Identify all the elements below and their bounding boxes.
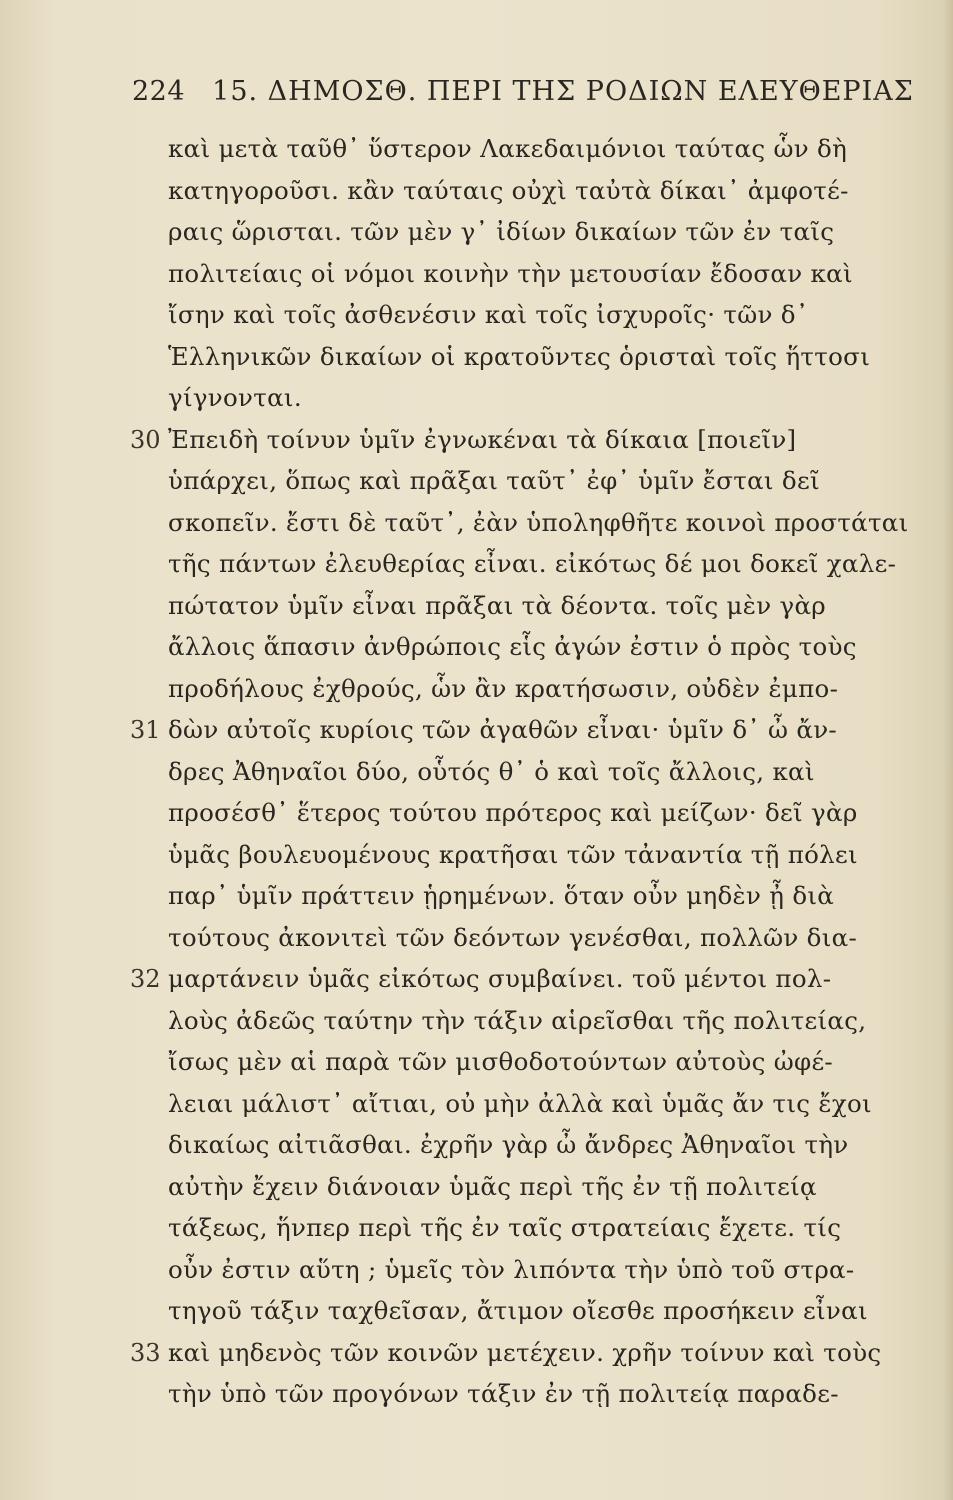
text-line [0,917,953,959]
text-line [0,709,953,751]
text-line [0,958,953,1000]
line-text: ὑπάρχει, ὅπως καὶ πρᾶξαι ταῦτ᾽ ἐφ᾽ ὑμῖν ἔσται δεῖ [168,466,820,495]
line-text: αὐτὴν ἔχειν διάνοιαν ὑμᾶς περὶ τῆς ἐν τῇ πολιτείᾳ [168,1171,817,1201]
text-line [0,170,953,212]
line-text: δικαίως αἰτιᾶσθαι. ἐχρῆν γὰρ ὦ ἄνδρες Ἀθηναῖοι τὴν [168,1130,849,1159]
line-text: ραις ὥρισται. τῶν μὲν γ᾽ ἰδίων δικαίων τῶν ἐν ταῖς [168,217,835,246]
text-line [0,1124,953,1166]
text-line [0,1166,953,1208]
line-text: Ἐπειδὴ τοίνυν ὑμῖν ἐγνωκέναι τὰ δίκαια [ποιεῖν] [168,424,797,454]
line-text: ἄλλοις ἅπασιν ἀνθρώποις εἷς ἀγών ἐστιν ὁ πρὸς τοὺς [168,632,857,661]
line-text: τηγοῦ τάξιν ταχθεῖσαν, ἄτιμον οἴεσθε προσήκειν εἶναι [168,1296,868,1325]
text-line [0,834,953,876]
line-text: μαρτάνειν ὑμᾶς εἰκότως συμβαίνει. τοῦ μέντοι πολ- [168,964,832,993]
text-line [0,336,953,378]
line-text: πολιτείαις οἱ νόμοι κοινὴν τὴν μετουσίαν ἔδοσαν καὶ [168,258,853,288]
text-line [0,585,953,627]
line-text: δρες Ἀθηναῖοι δύο, οὗτός θ᾽ ὁ καὶ τοῖς ἄλλοις, καὶ [168,756,815,786]
text-line [0,211,953,253]
line-text: οὖν ἐστιν αὕτη ; ὑμεῖς τὸν λιπόντα τὴν ὑπὸ τοῦ στρα- [168,1254,855,1284]
line-text: καὶ μετὰ ταῦθ᾽ ὕστερον Λακεδαιμόνιοι ταύτας ὧν δὴ [168,134,848,163]
line-text: λειαι μάλιστ᾽ αἴτιαι, οὐ μὴν ἀλλὰ καὶ ὑμᾶς ἄν τις ἔχοι [168,1088,872,1118]
line-text: τὴν ὑπὸ τῶν προγόνων τάξιν ἐν τῇ πολιτείᾳ παραδε- [168,1379,839,1408]
line-text: δὼν αὐτοῖς κυρίοις τῶν ἀγαθῶν εἶναι· ὑμῖν δ᾽ ὦ ἄν- [168,715,837,744]
line-text: σκοπεῖν. ἔστι δὲ ταῦτ᾽, ἐὰν ὑποληφθῆτε κοινοὶ προστάται [168,507,909,537]
text-line [0,502,953,544]
text-line [0,792,953,834]
line-text: κατηγοροῦσι. κἂν ταύταις οὐχὶ ταὐτὰ δίκαι᾽ ἀμφοτέ- [168,175,849,205]
section-number: 31 [130,716,161,744]
text-line [0,1041,953,1083]
text-line [0,253,953,295]
line-text: τάξεως, ἥνπερ περὶ τῆς ἐν ταῖς στρατείαις ἔχετε. τίς [168,1213,842,1242]
line-text: λοὺς ἀδεῶς ταύτην τὴν τάξιν αἱρεῖσθαι τῆς πολιτείας, [168,1005,867,1035]
line-text: ἴσως μὲν αἱ παρὰ τῶν μισθοδοτούντων αὐτοὺς ὠφέ- [168,1047,834,1076]
page-number: 224 [132,76,186,107]
text-line [0,128,953,170]
section-number: 30 [130,425,161,454]
line-text: ἴσην καὶ τοῖς ἀσθενέσιν καὶ τοῖς ἰσχυροῖς· τῶν δ᾽ [168,300,809,329]
section-number: 32 [130,965,161,993]
text-line [0,294,953,336]
line-text: παρ᾽ ὑμῖν πράττειν ᾑρημένων. ὅταν οὖν μηδὲν ᾖ διὰ [168,881,835,910]
text-line [0,626,953,668]
line-text: ὑμᾶς βουλευομένους κρατῆσαι τῶν τἀναντία τῇ πόλει [168,839,858,869]
running-title: 15. ΔΗΜΟΣΘ. ΠΕΡΙ ΤΗΣ ΡΟΔΙΩΝ ΕΛΕΥΘΕΡΙΑΣ [212,76,914,107]
text-line [0,377,953,419]
line-text: προσέσθ᾽ ἕτερος τούτου πρότερος καὶ μείζων· δεῖ γὰρ [168,798,858,827]
text-line [0,460,953,502]
line-text: τούτους ἀκονιτεὶ τῶν δεόντων γενέσθαι, πολλῶν δια- [168,922,858,952]
line-text: Ἑλληνικῶν δικαίων οἱ κρατοῦντες ὁρισταὶ τοῖς ἥττοσι [168,341,871,371]
section-number: 33 [130,1338,161,1367]
text-line [0,668,953,710]
text-line [0,751,953,793]
text-line [0,1207,953,1249]
line-text: καὶ μηδενὸς τῶν κοινῶν μετέχειν. χρῆν τοίνυν καὶ τοὺς [168,1337,882,1367]
text-line [0,1290,953,1332]
line-text: γίγνονται. [168,383,302,412]
text-line [0,543,953,585]
line-text: πώτατον ὑμῖν εἶναι πρᾶξαι τὰ δέοντα. τοῖς μὲν γὰρ [168,590,826,620]
text-line [0,1000,953,1042]
text-line [0,419,953,461]
text-line [0,875,953,917]
text-line [0,1083,953,1125]
line-text: προδήλους ἐχθρούς, ὧν ἂν κρατήσωσιν, οὐδὲν ἐμπο- [168,673,839,703]
text-line [0,1332,953,1374]
text-line [0,1373,953,1415]
running-header [132,76,914,116]
text-line [0,1249,953,1291]
line-text: τῆς πάντων ἐλευθερίας εἶναι. εἰκότως δέ μοι δοκεῖ χαλε- [168,549,897,578]
